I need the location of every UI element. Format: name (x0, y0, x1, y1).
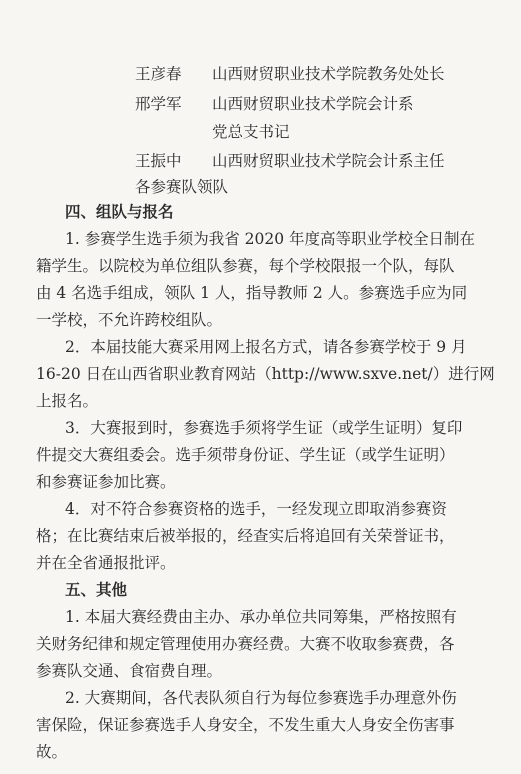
paragraph-line: 参赛队交通、食宿费自理。 (36, 662, 223, 680)
paragraph-line: 上报名。 (36, 392, 99, 410)
paragraph-line: 2. 大赛期间，各代表队须自行为每位参赛选手办理意外伤 (65, 689, 457, 707)
paragraph-line: 16-20 日在山西省职业教育网站（http://www.sxve.net/）进行网 (36, 365, 495, 383)
paragraph-line: 并在全省通报批评。 (36, 554, 176, 572)
paragraph-line: 件提交大赛组委会。选手须带身份证、学生证（或学生证明） (36, 446, 455, 464)
committee-name: 王彦春 (135, 65, 182, 83)
committee-role: 山西财贸职业技术学院教务处处长 (212, 65, 445, 83)
paragraph-line: 和参赛证参加比赛。 (36, 473, 176, 491)
committee-name: 王振中 (135, 152, 182, 170)
committee-role: 山西财贸职业技术学院会计系 (212, 95, 414, 113)
paragraph-line: 1. 本届大赛经费由主办、承办单位共同筹集，严格按照有 (65, 608, 457, 626)
paragraph-line: 2．本届技能大赛采用网上报名方式，请各参赛学校于 9 月 (65, 338, 467, 356)
paragraph-line: 故。 (36, 743, 68, 761)
paragraph-line: 1. 参赛学生选手须为我省 2020 年度高等职业学校全日制在 (65, 230, 476, 248)
section-heading: 四、组队与报名 (65, 203, 174, 221)
committee-role-cont: 党总支书记 (212, 123, 290, 141)
leaders-note: 各参赛队领队 (135, 178, 229, 196)
paragraph-line: 关财务纪律和规定管理使用办赛经费。大赛不收取参赛费，各 (36, 635, 455, 653)
paragraph-line: 4．对不符合参赛资格的选手，一经发现立即取消参赛资 (65, 500, 447, 518)
paragraph-line: 一学校，不允许跨校组队。 (36, 311, 223, 329)
paragraph-line: 由 4 名选手组成，领队 1 人，指导教师 2 人。参赛选手应为同 (36, 284, 468, 302)
paragraph-line: 害保险，保证参赛选手人身安全，不发生重大人身安全伤害事 (36, 716, 455, 734)
paragraph-line: 格；在比赛结束后被举报的，经查实后将追回有关荣誉证书， (36, 527, 455, 545)
committee-name: 邢学军 (135, 95, 182, 113)
committee-role: 山西财贸职业技术学院会计系主任 (212, 152, 445, 170)
section-heading: 五、其他 (65, 581, 128, 599)
paragraph-line: 籍学生。以院校为单位组队参赛，每个学校限报一个队，每队 (36, 257, 455, 275)
paragraph-line: 3．大赛报到时，参赛选手须将学生证（或学生证明）复印 (65, 419, 463, 437)
